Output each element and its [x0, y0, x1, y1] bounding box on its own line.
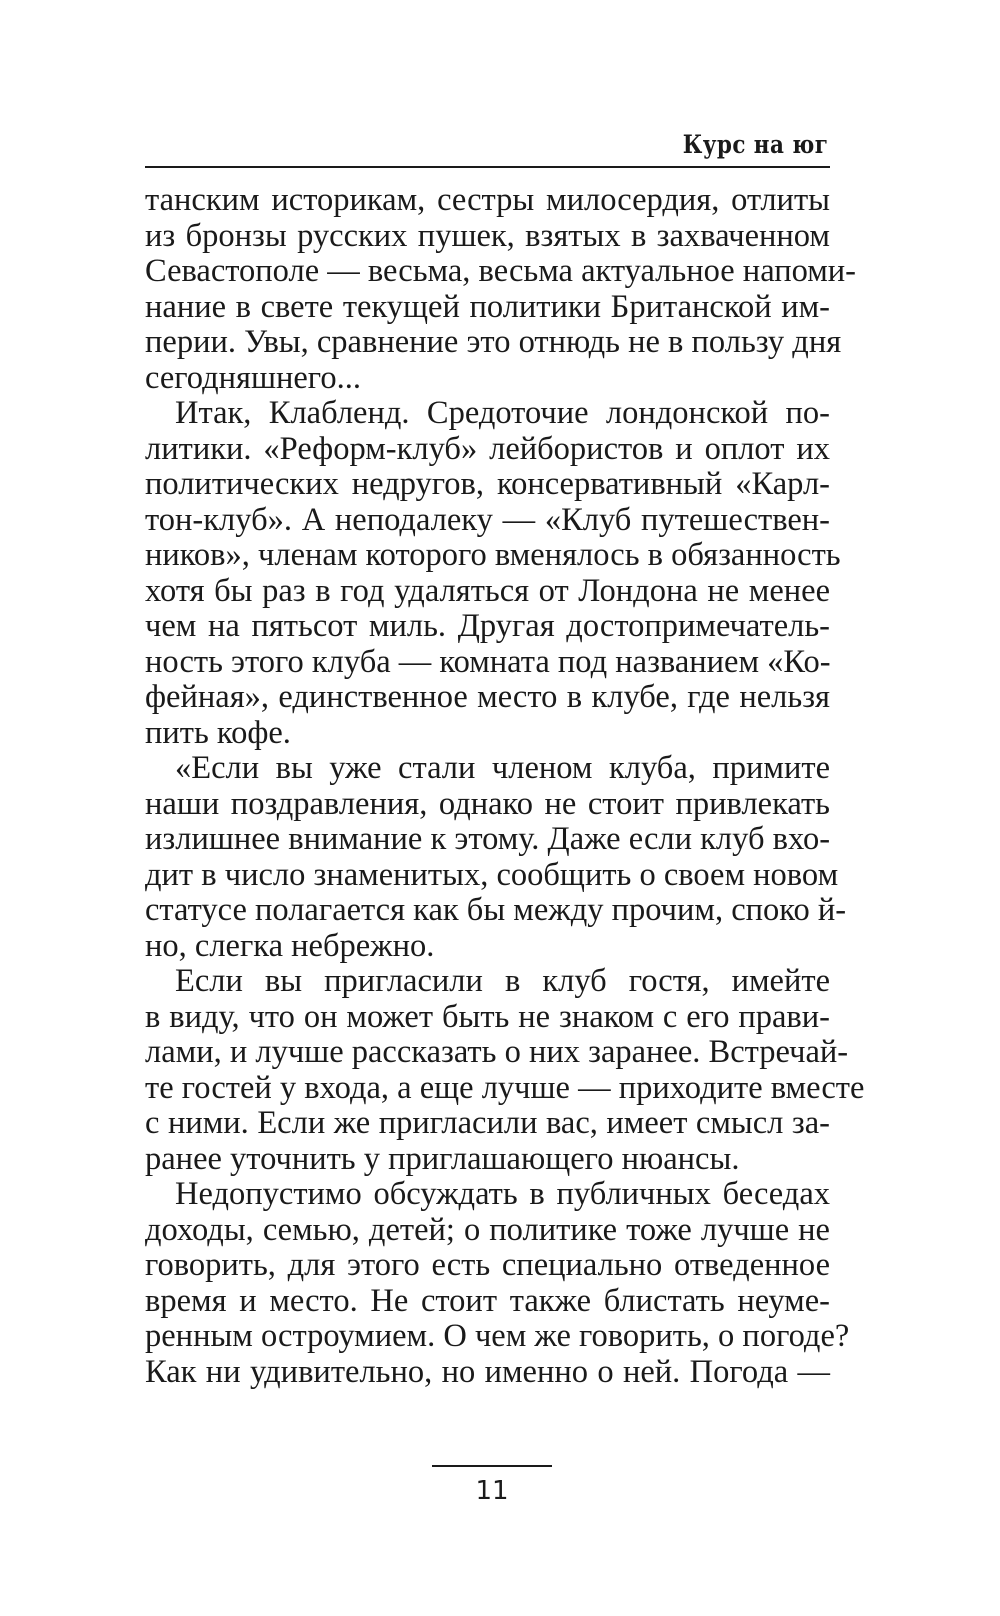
text-line: Севастополе — весьма, весьма актуальное напоми- — [145, 253, 857, 289]
text-line: ников», членам которого вменялось в обязанность — [145, 537, 841, 573]
text-line: дит в число знаменитых, сообщить о своем новом — [145, 856, 839, 893]
text-line: танским историкам, сестры милосердия, отлиты — [145, 182, 830, 218]
running-head — [145, 128, 830, 168]
text-line: Недопустимо обсуждать в публичных беседах — [175, 1176, 830, 1212]
text-line: доходы, семью, детей; о политике тоже лучше не — [145, 1211, 830, 1248]
text-line: излишнее внимание к этому. Даже если клуб вхо- — [145, 821, 831, 857]
text-line: из бронзы русских пушек, взятых в захваченном — [145, 217, 830, 254]
text-line: «Если вы уже стали членом клуба, примите — [175, 750, 830, 786]
running-title: Курс на юг — [682, 130, 828, 159]
text-line: с ними. Если же пригласили вас, имеет смысл за- — [145, 1105, 830, 1141]
footer-rule — [432, 1465, 552, 1467]
text-line: сегодняшнего... — [145, 359, 361, 396]
text-line: но, слегка небрежно. — [145, 927, 435, 964]
text-line: лами, и лучше рассказать о них заранее. Встречай- — [145, 1034, 849, 1070]
text-line: ность этого клуба — комната под названием «Ко- — [145, 643, 831, 680]
text-line: чем на пятьсот миль. Другая достопримечатель- — [145, 608, 830, 644]
text-line: нание в свете текущей политики Британской им- — [145, 288, 830, 325]
body-text — [145, 182, 865, 1390]
text-line: статусе полагается как бы между прочим, споко й- — [145, 892, 847, 928]
text-line: наши поздравления, однако не стоит привлекать — [145, 785, 830, 822]
text-line: фейная», единственное место в клубе, где нельзя — [145, 679, 830, 715]
text-line: ренным остроумием. О чем же говорить, о погоде? — [145, 1318, 850, 1354]
text-line: те гостей у входа, а еще лучше — приходите вместе — [145, 1069, 865, 1106]
page-number: 11 — [475, 1476, 509, 1506]
text-line: литики. «Реформ-клуб» лейбористов и оплот их — [145, 430, 830, 467]
text-line: ранее уточнить у приглашающего нюансы. — [145, 1140, 740, 1177]
text-line: политических недругов, консервативный «Карл- — [145, 466, 830, 502]
text-line: перии. Увы, сравнение это отнюдь не в пользу дня — [145, 324, 842, 360]
text-line: говорить, для этого есть специально отведенное — [145, 1247, 830, 1283]
text-line: Итак, Клабленд. Средоточие лондонской по- — [175, 395, 830, 431]
text-line: Если вы пригласили в клуб гостя, имейте — [175, 963, 830, 999]
text-line: в виду, что он может быть не знаком с его прави- — [145, 998, 830, 1035]
text-line: хотя бы раз в год удаляться от Лондона не менее — [145, 572, 830, 609]
text-line: тон-клуб». А неподалеку — «Клуб путешествен- — [145, 501, 830, 538]
text-line: Как ни удивительно, но именно о ней. Погода — — [145, 1353, 830, 1390]
text-line: пить кофе. — [145, 714, 291, 751]
text-line: время и место. Не стоит также блистать неуме- — [145, 1282, 830, 1319]
